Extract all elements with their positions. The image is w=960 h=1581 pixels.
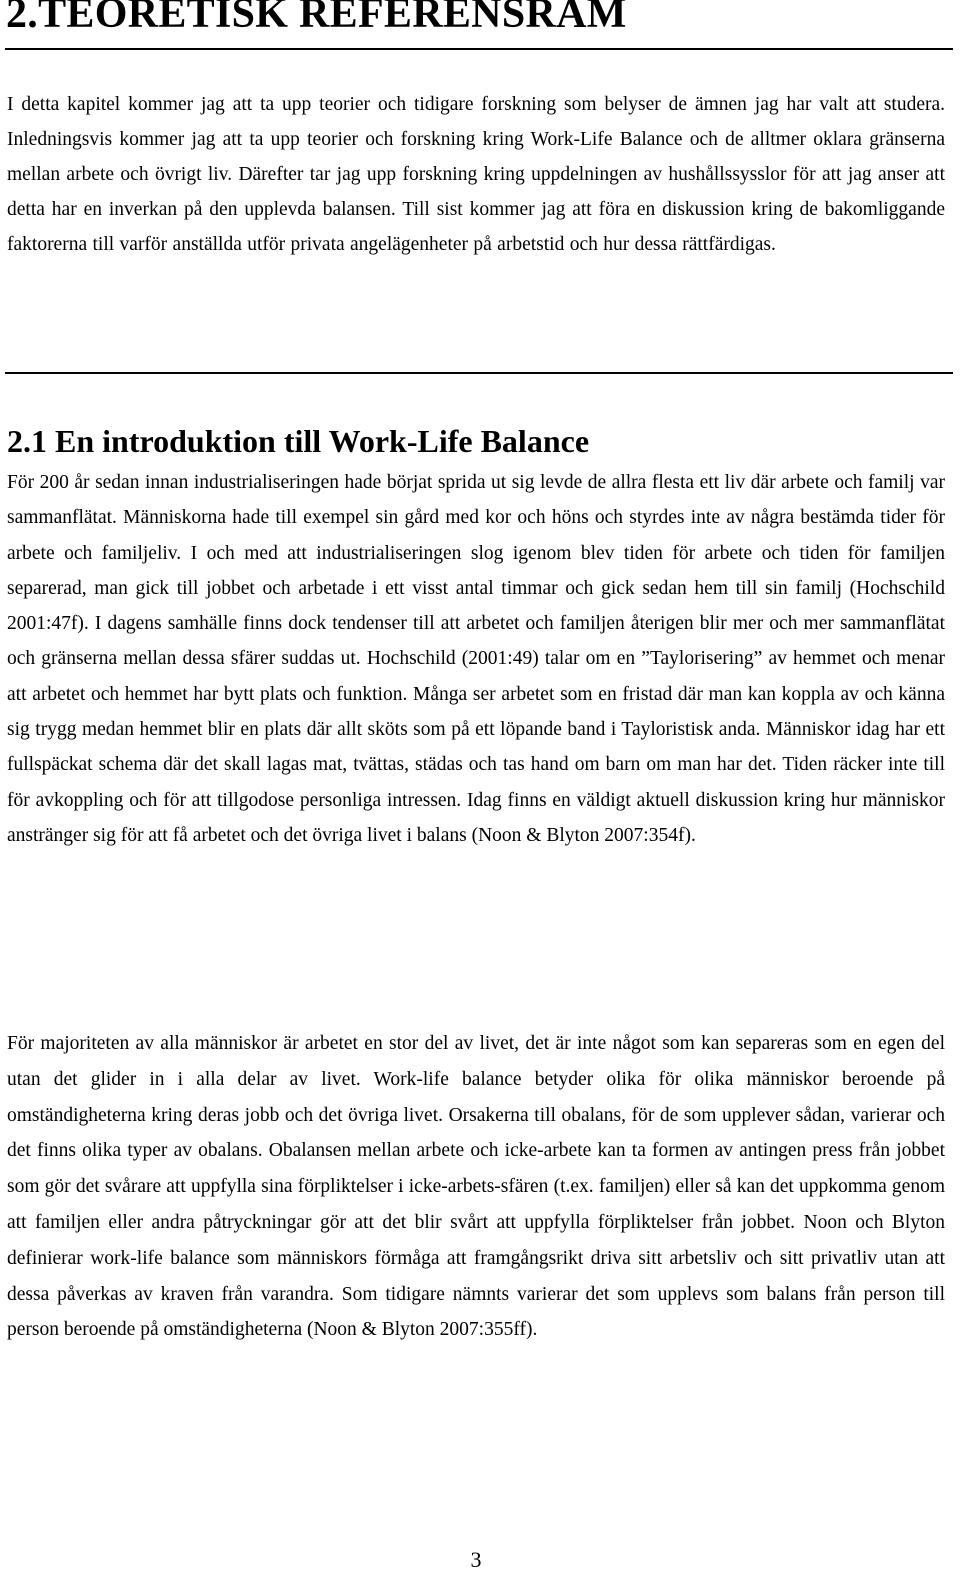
page-number: 3 bbox=[470, 1547, 482, 1572]
section-title: 2.1 En introduktion till Work-Life Balance bbox=[7, 423, 590, 459]
body-paragraph: För 200 år sedan innan industrialiseringen hade börjat sprida ut sig levde de allra flesta ett liv där arbete och familj var sammanflätat. Människorna hade till exempel sin gård med kor och höns och styrdes inte av några bestämda tider för arbete och familjeliv. I och med att industrialiseringen slog igenom blev tiden för arbete och tiden för familjen separerad, man gick till jobbet och arbetade i ett visst antal timmar och gick sedan hem till sin familj (Hochschild 2001:47f). I dagens samhälle finns dock tendenser till att arbetet och familjen återigen blir mer och mer sammanflätat och gränserna mellan dessa sfärer suddas ut. Hochschild (2001:49) talar om en ”Taylorisering” av hemmet och menar att arbetet och hemmet har bytt plats och funktion. Många ser arbetet som en fristad där man kan koppla av och känna sig trygg medan hemmet blir en plats där allt sköts som på ett löpande band i Tayloristisk anda. Människor idag har ett fullspäckat schema där det skall lagas mat, tvättas, städas och tas hand om barn om man har det. Tiden räcker inte till för avkoppling och för att tillgodose personliga intressen. Idag finns en väldigt aktuell diskussion kring hur människor anstränger sig för att få arbetet och det övriga livet i balans (Noon & Blyton 2007:354f). bbox=[7, 472, 945, 846]
body-paragraph: För majoriteten av alla människor är arbetet en stor del av livet, det är inte något som kan separeras som en egen del utan det glider in i alla delar av livet. Work-life balance betyder olika för olika människor beroende på omständigheterna kring deras jobb och det övriga livet. Orsakerna till obalans, för de som upplever sådan, varierar och det finns olika typer av obalans. Obalansen mellan arbete och icke-arbete kan ta formen av antingen press från jobbet som gör det svårare att uppfylla sina förpliktelser i icke-arbets-sfären (t.ex. familjen) eller så kan det uppkomma genom att familjen eller andra påtryckningar gör att det blir svårt att uppfylla förpliktelser från jobbet. Noon och Blyton definierar work-life balance som människors förmåga att framgångsrikt driva sitt arbetsliv och sitt privatliv utan att dessa påverkas av kraven från varandra. Som tidigare nämnts varierar det som upplevs som balans från person till person beroende på omständigheterna (Noon & Blyton 2007:355ff). bbox=[7, 1033, 945, 1341]
intro-paragraph: I detta kapitel kommer jag att ta upp teorier och tidigare forskning som belyser de ämnen jag har valt att studera. Inledningsvis kommer jag att ta upp teorier och forskning kring Work-Life Balance och de alltmer oklara gränserna mellan arbete och övrigt liv. Därefter tar jag upp forskning kring uppdelningen av hushållssysslor för att jag anser att detta har en inverkan på den upplevda balansen. Till sist kommer jag att föra en diskussion kring de bakomliggande faktorerna till varför anställda utför privata angelägenheter på arbetstid och hur dessa rättfärdigas. bbox=[7, 94, 945, 255]
chapter-title: 2.TEORETISK REFERENSRAM bbox=[6, 0, 627, 37]
heading-divider bbox=[5, 48, 953, 50]
section-divider bbox=[5, 372, 953, 374]
